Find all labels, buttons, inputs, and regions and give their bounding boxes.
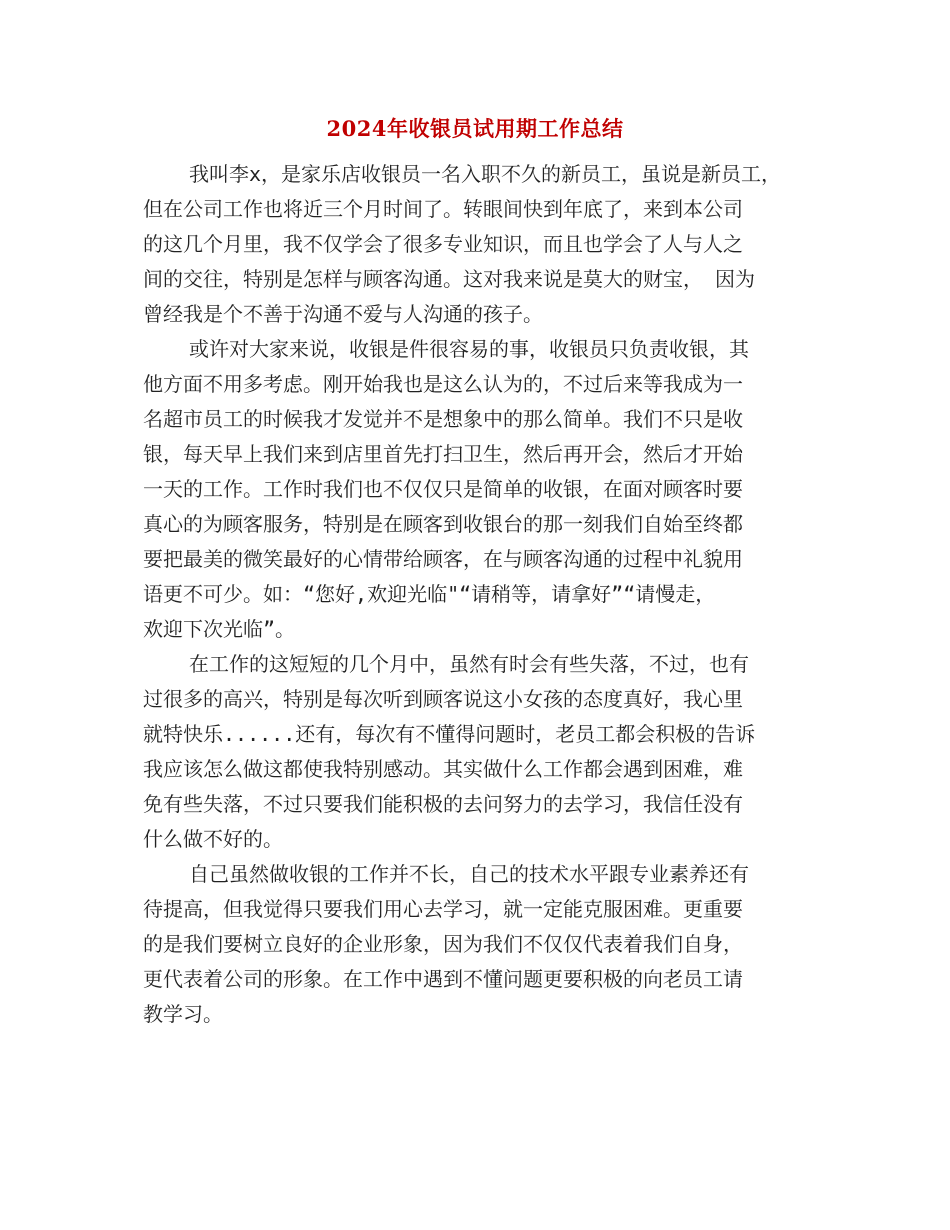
paragraph-line: 教学习。 (143, 1002, 223, 1026)
paragraph-line: 就特快乐......还有，每次有不懂得问题时，老员工都会积极的告诉 (143, 722, 756, 746)
paragraph-line: 欢迎下次光临”。 (143, 617, 296, 641)
document-title: 2024年收银员试用期工作总结 (326, 116, 624, 141)
paragraph-line: 但在公司工作也将近三个月时间了。转眼间快到年底了，来到本公司 (143, 197, 743, 221)
paragraph-line: 什么做不好的。 (143, 827, 283, 851)
paragraph-line: 免有些失落，不过只要我们能积极的去问努力的去学习，我信任没有 (143, 792, 743, 816)
paragraph-line: 间的交往，特别是怎样与顾客沟通。这对我来说是莫大的财宝， 因为 (143, 267, 756, 291)
paragraph-line: 语更不可少。如：“您好,欢迎光临"“请稍等，请拿好”“请慢走， (143, 582, 716, 606)
paragraph-line: 他方面不用多考虑。刚开始我也是这么认为的，不过后来等我成为一 (143, 372, 743, 396)
paragraph-line: 真心的为顾客服务，特别是在顾客到收银台的那一刻我们自始至终都 (143, 512, 743, 536)
paragraph-line: 的是我们要树立良好的企业形象，因为我们不仅仅代表着我们自身， (143, 932, 743, 956)
paragraph-line: 自己虽然做收银的工作并不长，自己的技术水平跟专业素养还有 (189, 862, 749, 886)
paragraph-line: 更代表着公司的形象。在工作中遇到不懂问题更要积极的向老员工请 (143, 967, 743, 991)
paragraph-line: 银，每天早上我们来到店里首先打扫卫生，然后再开会，然后才开始 (143, 442, 743, 466)
paragraph-line: 名超市员工的时候我才发觉并不是想象中的那么简单。我们不只是收 (143, 407, 743, 431)
paragraph-line: 一天的工作。工作时我们也不仅仅只是简单的收银，在面对顾客时要 (143, 477, 743, 501)
paragraph-line: 或许对大家来说，收银是件很容易的事，收银员只负责收银，其 (189, 337, 749, 361)
paragraph-2 (143, 332, 823, 647)
paragraph-line: 曾经我是个不善于沟通不爱与人沟通的孩子。 (143, 302, 543, 326)
paragraph-line: 过很多的高兴，特别是每次听到顾客说这小女孩的态度真好，我心里 (143, 687, 743, 711)
document-body (143, 157, 823, 1032)
paragraph-line: 我叫李x，是家乐店收银员一名入职不久的新员工，虽说是新员工， (189, 162, 782, 186)
paragraph-3 (143, 647, 823, 857)
paragraph-line: 待提高，但我觉得只要我们用心去学习，就一定能克服困难。更重要 (143, 897, 743, 921)
paragraph-line: 在工作的这短短的几个月中，虽然有时会有些失落，不过，也有 (189, 652, 749, 676)
paragraph-4 (143, 857, 823, 1032)
paragraph-line: 要把最美的微笑最好的心情带给顾客，在与顾客沟通的过程中礼貌用 (143, 547, 743, 571)
paragraph-line: 我应该怎么做这都使我特别感动。其实做什么工作都会遇到困难，难 (143, 757, 743, 781)
paragraph-1 (143, 157, 823, 332)
paragraph-line: 的这几个月里，我不仅学会了很多专业知识，而且也学会了人与人之 (143, 232, 743, 256)
